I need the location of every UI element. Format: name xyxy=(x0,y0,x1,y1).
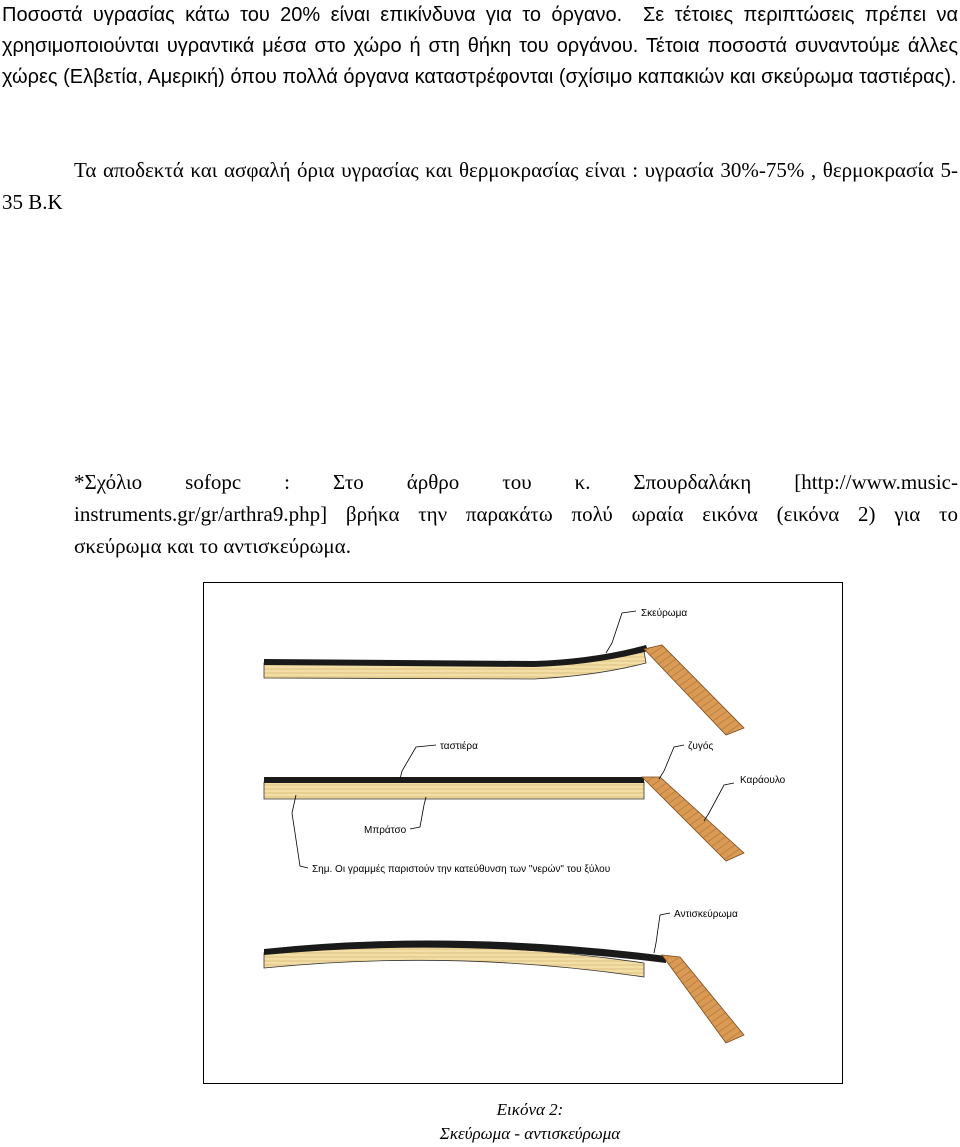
limits-paragraph: Τα αποδεκτά και ασφαλή όρια υγρασίας και θερμοκρασίας είναι : υγρασία 30%-75% , θερμοκρασία 5-35 Β.Κ xyxy=(2,158,958,214)
comment-line-3: σκεύρωμα και το αντισκεύρωμα. xyxy=(74,534,351,558)
humidity-paragraph-rest: Σε τέτοιες περιπτώσεις πρέπει να χρησιμοποιούνται υγραντικά μέσα στο χώρο ή στη θήκη του οργάνου. Τέτοια ποσοστά συναντούμε άλλες χώρες (Ελβετία, Αμερική) όπου πολλά όργανα καταστρέφονται (σχίσιμο καπακιών και σκεύρωμα ταστιέρας). xyxy=(2,4,959,88)
counter-warp-leader xyxy=(654,913,670,953)
warp-diagram xyxy=(204,583,842,1083)
fretboard-leader xyxy=(400,745,436,779)
headstock-leader xyxy=(704,783,734,821)
caption-title: Εικόνα 2: xyxy=(496,1100,564,1119)
neck-label: Μπράτσο xyxy=(364,825,407,836)
neck-leader xyxy=(410,797,426,829)
warped-neck-diagram xyxy=(264,607,744,735)
nut-leader xyxy=(659,745,684,779)
normal-neck-diagram xyxy=(264,740,786,875)
comment-paragraph xyxy=(74,466,958,562)
caption-subtitle: Σκεύρωμα - αντισκεύρωμα xyxy=(439,1124,621,1143)
normal-neck-body xyxy=(264,782,644,799)
warp-label: Σκεύρωμα xyxy=(641,608,688,619)
warp-leader xyxy=(606,611,636,653)
warp-figure xyxy=(203,582,843,1084)
humidity-paragraph xyxy=(2,0,958,93)
figure-caption xyxy=(360,1098,700,1146)
counter-warp-label: Αντισκεύρωμα xyxy=(674,909,738,920)
fretboard-label: ταστιέρα xyxy=(440,741,478,752)
comment-line-2: instruments.gr/gr/arthra9.php] βρήκα την παρακάτω πολύ ωραία εικόνα (εικόνα 2) για το xyxy=(74,502,958,526)
normal-fretboard xyxy=(264,777,644,783)
humidity-paragraph-line1: Ποσοστά υγρασίας κάτω του 20% είναι επικίνδυνα για το όργανο. xyxy=(2,4,623,26)
counter-warped-neck-diagram xyxy=(264,908,744,1043)
counter-warped-headstock xyxy=(662,955,744,1043)
note-leader xyxy=(292,795,308,868)
normal-headstock xyxy=(642,777,744,861)
comment-line-1: *Σχόλιο sofopc : Στο άρθρο του κ. Σπουρδαλάκη [http://www.music- xyxy=(74,470,958,494)
nut-label: ζυγός xyxy=(688,741,714,752)
headstock-label: Καράουλο xyxy=(740,775,786,786)
note-label: Σημ. Οι γραμμές παριστούν την κατεύθυνση των "νερών" του ξύλου xyxy=(312,864,611,875)
warped-headstock xyxy=(644,645,744,735)
